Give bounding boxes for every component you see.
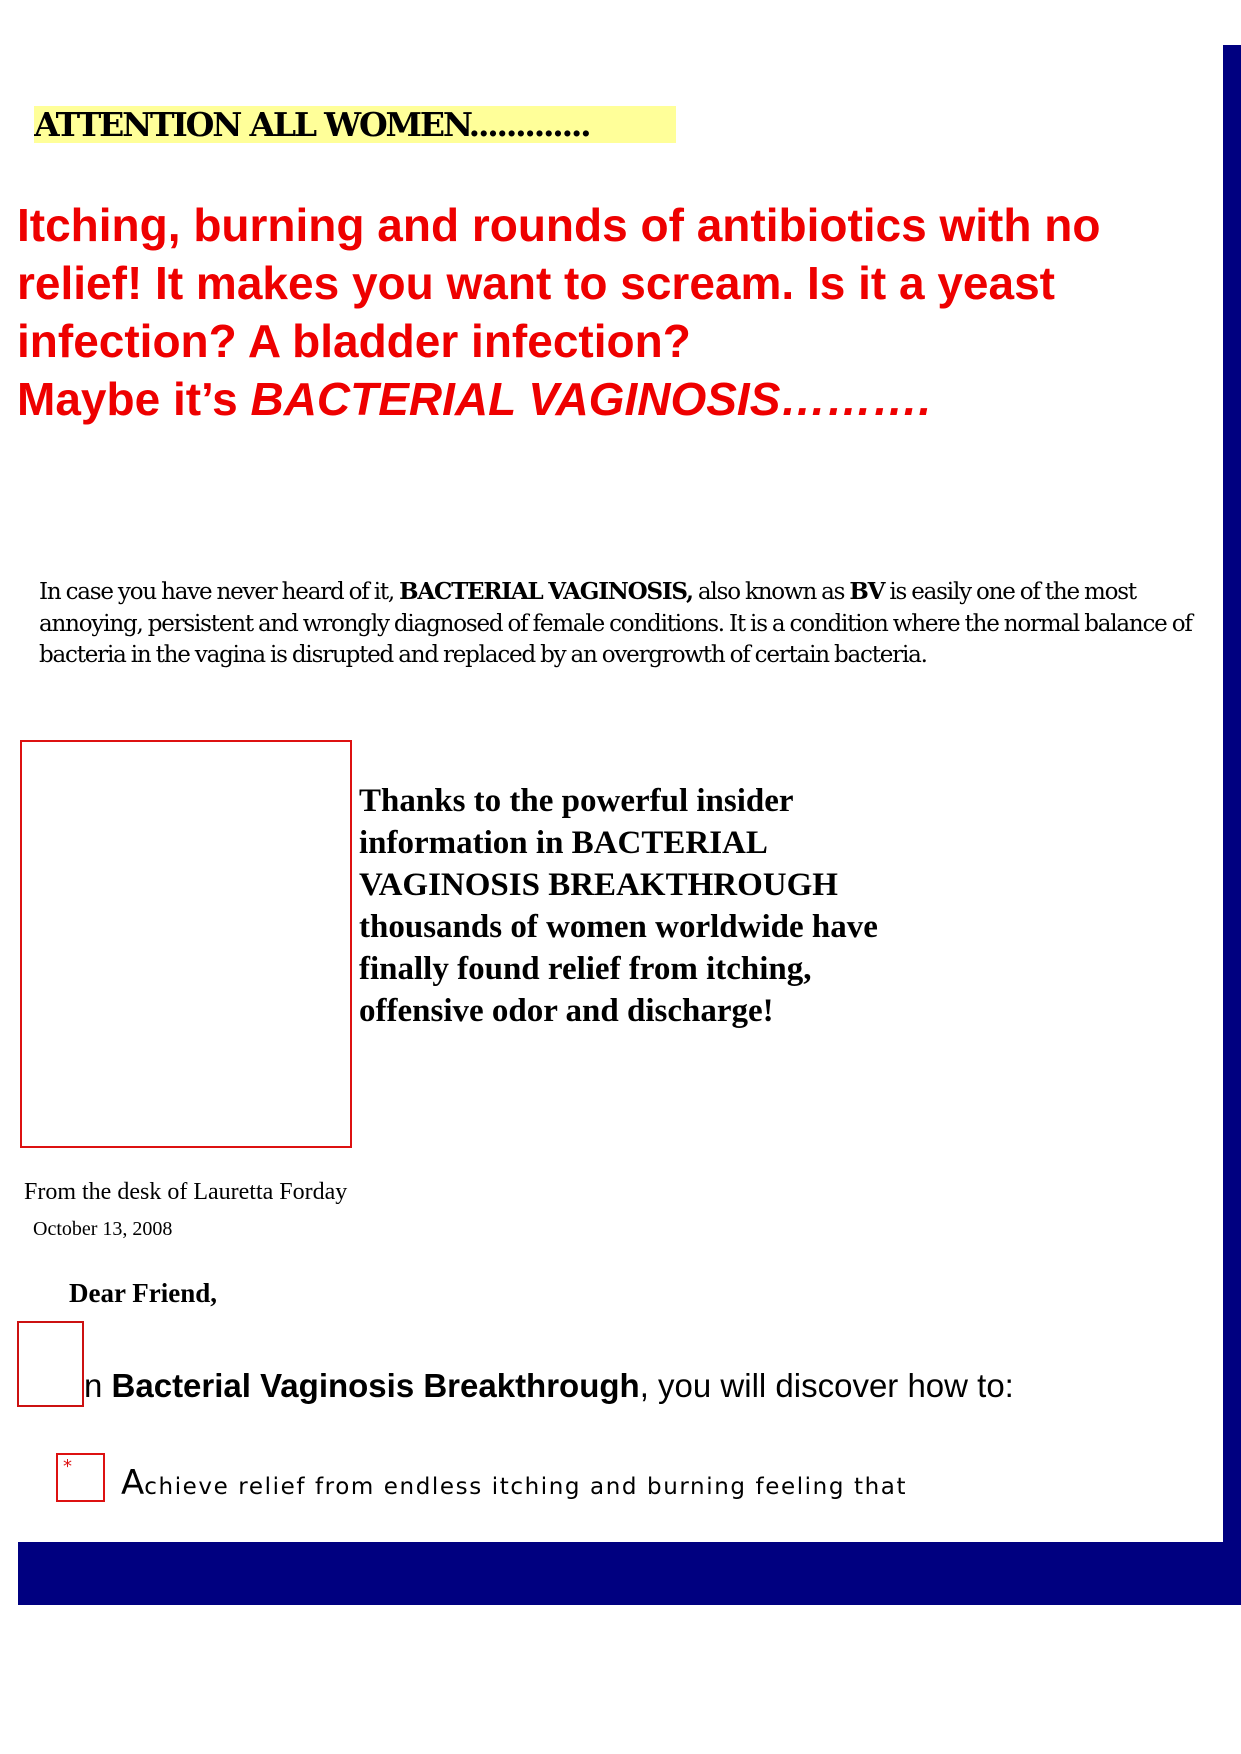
headline-line-4 <box>17 370 1217 428</box>
callout-line-3: VAGINOSIS BREAKTHROUGH <box>359 867 838 903</box>
headline-condition-name: BACTERIAL VAGINOSIS………. <box>250 373 932 425</box>
headline-prefix: Maybe it’s <box>17 373 251 425</box>
lead-end: , you will discover how to: <box>639 1367 1014 1404</box>
headline-line-3: infection? A bladder infection? <box>17 315 691 367</box>
lead-start: n <box>84 1367 112 1404</box>
bullet-initial-letter: A <box>121 1463 145 1503</box>
headline <box>17 196 1217 428</box>
lead-sentence <box>84 1366 1014 1406</box>
intro-text-2: also known as <box>692 579 850 605</box>
callout-line-2: information in BACTERIAL <box>359 825 768 861</box>
intro-bold-abbrev: BV <box>849 578 885 605</box>
letter-date: October 13, 2008 <box>33 1218 173 1240</box>
from-desk-line: From the desk of Lauretta Forday <box>24 1179 348 1205</box>
intro-text-1: In case you have never heard of it, <box>39 579 400 605</box>
callout-line-4: thousands of women worldwide have <box>359 909 878 945</box>
bullet-item <box>121 1463 908 1504</box>
intro-paragraph <box>39 576 1219 672</box>
lead-product-name: Bacterial Vaginosis Breakthrough <box>111 1367 640 1404</box>
intro-bold-condition: BACTERIAL VAGINOSIS, <box>399 578 693 605</box>
callout-line-1: Thanks to the powerful insider <box>359 783 794 819</box>
product-image-placeholder <box>20 740 352 1148</box>
dropcap-image-placeholder <box>17 1321 84 1407</box>
asterisk-icon: * <box>63 1456 72 1477</box>
bottom-frame-bar <box>18 1542 1241 1605</box>
intro-text-3: is easily one of the most annoying, persistent and wrongly diagnosed of female conditions. It is a condition where the normal balance of bacteria in the vagina is disrupted and replaced by an overgrowth of certain bacteria. <box>39 579 1192 668</box>
bullet-image-placeholder <box>56 1453 105 1502</box>
callout-text <box>359 780 959 1032</box>
salutation: Dear Friend, <box>69 1278 217 1308</box>
callout-line-6: offensive odor and discharge! <box>359 993 774 1029</box>
right-frame-bar <box>1223 45 1241 1605</box>
bullet-item-text: chieve relief from endless itching and burning feeling that <box>144 1474 908 1500</box>
headline-line-1: Itching, burning and rounds of antibiotics with no <box>17 199 1101 251</box>
callout-line-5: finally found relief from itching, <box>359 951 812 987</box>
attention-banner: ATTENTION ALL WOMEN............. <box>34 106 676 143</box>
headline-line-2: relief! It makes you want to scream. Is it a yeast <box>17 257 1055 309</box>
